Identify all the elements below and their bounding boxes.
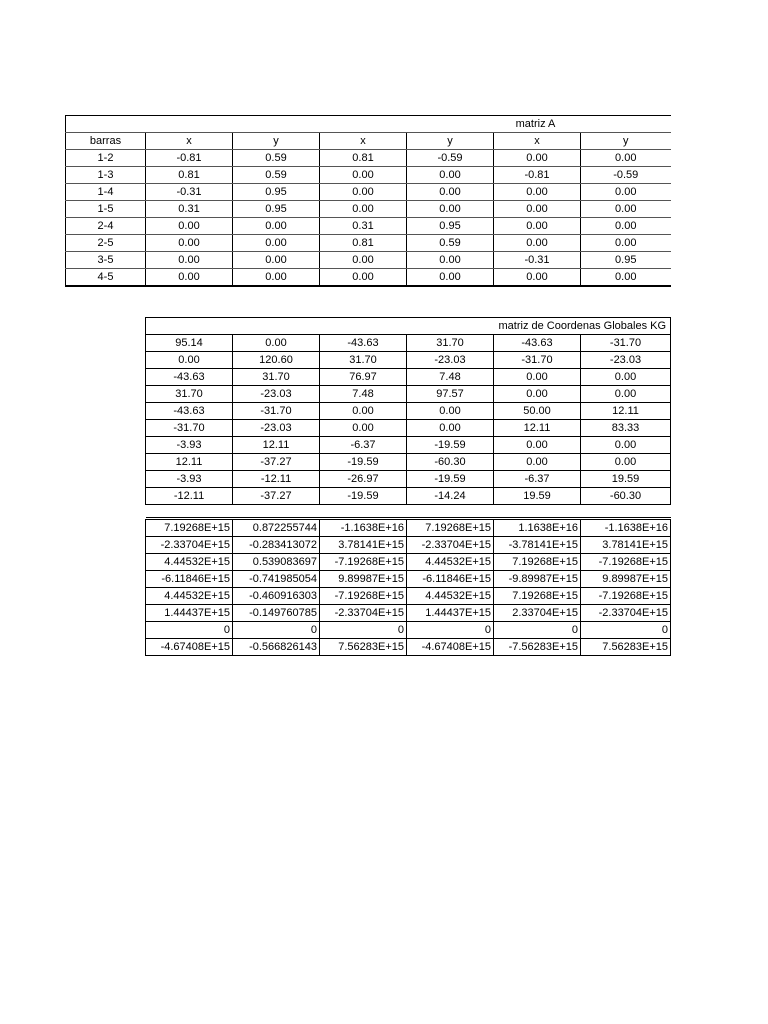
matrix-result-cell: -6.11846E+15 — [146, 571, 233, 588]
matrix-a-bar-label: 1-2 — [66, 150, 146, 167]
matrix-result-cell: -7.19268E+15 — [320, 554, 407, 571]
matrix-a-cell: 0.00 — [494, 269, 581, 287]
matrix-kg-cell: -12.11 — [233, 471, 320, 488]
matrix-kg-cell: 0.00 — [581, 369, 671, 386]
matrix-a-cell: -0.31 — [146, 184, 233, 201]
matrix-result-row — [146, 622, 671, 639]
matrix-a-cell: 0.00 — [494, 235, 581, 252]
matrix-kg-cell: -6.37 — [320, 437, 407, 454]
matrix-result-cell: 0 — [581, 622, 671, 639]
matrix-kg-cell: 120.60 — [233, 352, 320, 369]
matrix-a-row — [66, 218, 671, 235]
matrix-result-cell: 1.44437E+15 — [146, 605, 233, 622]
matrix-a-title-row — [66, 116, 671, 133]
matrix-a-cell: 0.00 — [494, 218, 581, 235]
matrix-a-cell: 0.00 — [581, 218, 671, 235]
matrix-kg-cell: -43.63 — [146, 403, 233, 420]
matrix-kg-cell: 0.00 — [233, 335, 320, 352]
matrix-result-cell: 0 — [320, 622, 407, 639]
matrix-kg-cell: -31.70 — [581, 335, 671, 352]
matrix-a-cell: 0.00 — [581, 269, 671, 287]
matrix-a-header-cell: y — [581, 133, 671, 150]
matrix-kg-cell: -43.63 — [494, 335, 581, 352]
matrix-a-cell: 0.95 — [407, 218, 494, 235]
matrix-a-cell: 0.00 — [320, 201, 407, 218]
matrix-result-cell: 7.19268E+15 — [494, 554, 581, 571]
matrix-kg-cell: -37.27 — [233, 454, 320, 471]
matrix-a-bar-label: 4-5 — [66, 269, 146, 287]
matrix-result-cell: 3.78141E+15 — [320, 537, 407, 554]
matrix-result-cell: 0 — [233, 622, 320, 639]
matrix-a-title-spacer — [581, 116, 671, 133]
matrix-result-cell: 4.44532E+15 — [146, 554, 233, 571]
matrix-a-header-cell: x — [320, 133, 407, 150]
matrix-a-bar-label: 2-5 — [66, 235, 146, 252]
matrix-result-cell: -3.78141E+15 — [494, 537, 581, 554]
matrix-result-cell: -2.33704E+15 — [581, 605, 671, 622]
matrix-a-row — [66, 150, 671, 167]
matrix-kg-title-row — [146, 318, 671, 335]
matrix-a-row — [66, 252, 671, 269]
matrix-result-cell: -4.67408E+15 — [146, 639, 233, 656]
matrix-a-cell: 0.00 — [494, 201, 581, 218]
matrix-result-cell: -0.741985054 — [233, 571, 320, 588]
matrix-kg-row — [146, 488, 671, 505]
matrix-a-cell: 0.00 — [233, 252, 320, 269]
matrix-result-cell: 2.33704E+15 — [494, 605, 581, 622]
matrix-result-cell: 7.19268E+15 — [407, 520, 494, 537]
matrix-a-cell: 0.00 — [581, 150, 671, 167]
matrix-a-header-cell: y — [233, 133, 320, 150]
matrix-kg-cell: -31.70 — [494, 352, 581, 369]
matrix-a-bar-label: 1-4 — [66, 184, 146, 201]
matrix-kg-row — [146, 471, 671, 488]
matrix-a-cell: 0.81 — [146, 167, 233, 184]
matrix-kg-cell: -3.93 — [146, 471, 233, 488]
matrix-a-row — [66, 201, 671, 218]
matrix-a-cell: 0.00 — [320, 167, 407, 184]
matrix-a-title-spacer — [66, 116, 494, 133]
matrix-result-row — [146, 520, 671, 537]
matrix-a-cell: 0.00 — [407, 252, 494, 269]
matrix-result-row — [146, 554, 671, 571]
matrix-result-cell: 0 — [407, 622, 494, 639]
matrix-a-cell: 0.00 — [146, 235, 233, 252]
matrix-result-cell: 1.1638E+16 — [494, 520, 581, 537]
matrix-kg-cell: 83.33 — [581, 420, 671, 437]
matrix-kg-table — [145, 317, 671, 505]
matrix-a-cell: 0.31 — [320, 218, 407, 235]
matrix-result-cell: -9.89987E+15 — [494, 571, 581, 588]
matrix-kg-caption: matriz de Coordenas Globales KG — [146, 318, 671, 335]
matrix-a-cell: 0.00 — [407, 269, 494, 287]
matrix-kg-cell: 0.00 — [494, 369, 581, 386]
matrix-a-cell: 0.00 — [320, 252, 407, 269]
matrix-a-cell: -0.31 — [494, 252, 581, 269]
matrix-kg-cell: 31.70 — [233, 369, 320, 386]
matrix-result-cell: -7.56283E+15 — [494, 639, 581, 656]
matrix-a-cell: -0.81 — [494, 167, 581, 184]
matrix-kg-cell: 0.00 — [581, 386, 671, 403]
matrix-kg-cell: 0.00 — [146, 352, 233, 369]
matrix-result-cell: 7.56283E+15 — [581, 639, 671, 656]
matrix-kg-row — [146, 386, 671, 403]
matrix-kg-cell: 31.70 — [320, 352, 407, 369]
matrix-a-cell: 0.00 — [146, 269, 233, 287]
matrix-kg-cell: -19.59 — [407, 471, 494, 488]
matrix-a-cell: 0.81 — [320, 235, 407, 252]
matrix-a-header-cell: y — [407, 133, 494, 150]
matrix-kg-cell: 0.00 — [320, 403, 407, 420]
matrix-kg-cell: 7.48 — [320, 386, 407, 403]
matrix-result-cell: 0.872255744 — [233, 520, 320, 537]
matrix-a-cell: 0.00 — [146, 252, 233, 269]
matrix-a-cell: 0.95 — [233, 201, 320, 218]
matrix-a-cell: 0.31 — [146, 201, 233, 218]
matrix-a-bar-label: 1-5 — [66, 201, 146, 218]
matrix-kg-cell: 95.14 — [146, 335, 233, 352]
matrix-kg-cell: 12.11 — [581, 403, 671, 420]
matrix-a-cell: 0.00 — [407, 201, 494, 218]
matrix-a-cell: -0.59 — [407, 150, 494, 167]
matrix-kg-cell: 97.57 — [407, 386, 494, 403]
matrix-result-cell: -1.1638E+16 — [581, 520, 671, 537]
matrix-a-cell: 0.00 — [581, 184, 671, 201]
matrix-a-cell: 0.00 — [320, 184, 407, 201]
matrix-a-cell: 0.00 — [233, 235, 320, 252]
matrix-kg-cell: 7.48 — [407, 369, 494, 386]
matrix-a-cell: 0.95 — [581, 252, 671, 269]
matrix-kg-cell: 0.00 — [494, 437, 581, 454]
matrix-result-cell: 4.44532E+15 — [407, 588, 494, 605]
matrix-result-cell: -2.33704E+15 — [146, 537, 233, 554]
matrix-kg-cell: -19.59 — [320, 488, 407, 505]
matrix-result-cell: 0.539083697 — [233, 554, 320, 571]
matrix-a-table — [65, 115, 671, 287]
matrix-result-cell: 7.19268E+15 — [146, 520, 233, 537]
matrix-kg-row — [146, 403, 671, 420]
matrix-kg-cell: -23.03 — [581, 352, 671, 369]
matrix-result-cell: -1.1638E+16 — [320, 520, 407, 537]
matrix-kg-cell: -26.97 — [320, 471, 407, 488]
matrix-result-cell: -0.283413072 — [233, 537, 320, 554]
matrix-result-table — [145, 517, 671, 656]
matrix-a-cell: 0.00 — [494, 184, 581, 201]
matrix-result-row — [146, 639, 671, 656]
matrix-result-cell: -6.11846E+15 — [407, 571, 494, 588]
matrix-a-cell: 0.59 — [233, 167, 320, 184]
matrix-a-cell: 0.00 — [320, 269, 407, 287]
matrix-result-cell: -0.149760785 — [233, 605, 320, 622]
matrix-result-row — [146, 588, 671, 605]
matrix-a-cell: 0.00 — [233, 269, 320, 287]
matrix-result-cell: -0.460916303 — [233, 588, 320, 605]
matrix-result-cell: -0.566826143 — [233, 639, 320, 656]
matrix-result-cell: -7.19268E+15 — [581, 588, 671, 605]
matrix-result-cell: 0 — [494, 622, 581, 639]
matrix-kg-cell: 0.00 — [494, 454, 581, 471]
matrix-kg-cell: 0.00 — [581, 454, 671, 471]
matrix-a-cell: -0.81 — [146, 150, 233, 167]
matrix-a-row — [66, 167, 671, 184]
matrix-kg-cell: -60.30 — [407, 454, 494, 471]
matrix-a-row — [66, 235, 671, 252]
matrix-a-bar-label: 1-3 — [66, 167, 146, 184]
matrix-kg-cell: -19.59 — [407, 437, 494, 454]
matrix-kg-cell: -37.27 — [233, 488, 320, 505]
matrix-result-cell: 1.44437E+15 — [407, 605, 494, 622]
matrix-a-cell: 0.00 — [146, 218, 233, 235]
matrix-a-cell: 0.00 — [407, 167, 494, 184]
matrix-a-cell: 0.00 — [233, 218, 320, 235]
matrix-a-row — [66, 184, 671, 201]
matrix-a-row — [66, 269, 671, 287]
matrix-result-cell: 7.19268E+15 — [494, 588, 581, 605]
matrix-kg-cell: -12.11 — [146, 488, 233, 505]
matrix-result-cell: 9.89987E+15 — [320, 571, 407, 588]
matrix-a-cell: 0.59 — [233, 150, 320, 167]
matrix-a-header-cell: x — [146, 133, 233, 150]
matrix-kg-cell: 19.59 — [494, 488, 581, 505]
matrix-kg-cell: -43.63 — [146, 369, 233, 386]
matrix-result-cell: 7.56283E+15 — [320, 639, 407, 656]
matrix-a-cell: 0.00 — [581, 201, 671, 218]
matrix-a-caption: matriz A — [494, 116, 581, 133]
matrix-result-cell: -7.19268E+15 — [320, 588, 407, 605]
matrix-a-cell: 0.81 — [320, 150, 407, 167]
matrix-a-cell: 0.00 — [581, 235, 671, 252]
matrix-kg-row — [146, 352, 671, 369]
matrix-a-cell: 0.95 — [233, 184, 320, 201]
matrix-a-bar-label: 3-5 — [66, 252, 146, 269]
matrix-result-row — [146, 605, 671, 622]
matrix-kg-row — [146, 420, 671, 437]
matrix-result-cell: -7.19268E+15 — [581, 554, 671, 571]
matrix-kg-cell: 31.70 — [407, 335, 494, 352]
matrix-kg-cell: -60.30 — [581, 488, 671, 505]
matrix-kg-cell: -43.63 — [320, 335, 407, 352]
matrix-kg-cell: 19.59 — [581, 471, 671, 488]
matrix-a-cell: 0.00 — [494, 150, 581, 167]
matrix-result-cell: 9.89987E+15 — [581, 571, 671, 588]
matrix-kg-cell: 12.11 — [494, 420, 581, 437]
matrix-kg-cell: 12.11 — [146, 454, 233, 471]
matrix-a-cell: 0.00 — [407, 184, 494, 201]
matrix-kg-cell: -19.59 — [320, 454, 407, 471]
matrix-kg-cell: 76.97 — [320, 369, 407, 386]
matrix-kg-row — [146, 369, 671, 386]
matrix-a-cell: 0.59 — [407, 235, 494, 252]
matrix-a-cell: -0.59 — [581, 167, 671, 184]
matrix-kg-cell: -23.03 — [407, 352, 494, 369]
matrix-result-cell: -4.67408E+15 — [407, 639, 494, 656]
matrix-result-cell: 4.44532E+15 — [146, 588, 233, 605]
matrix-kg-cell: -14.24 — [407, 488, 494, 505]
matrix-kg-cell: -31.70 — [233, 403, 320, 420]
matrix-kg-cell: -3.93 — [146, 437, 233, 454]
matrix-kg-cell: 0.00 — [494, 386, 581, 403]
matrix-kg-cell: 0.00 — [407, 403, 494, 420]
matrix-kg-cell: 0.00 — [407, 420, 494, 437]
matrix-a-header-cell: barras — [66, 133, 146, 150]
matrix-a-header-row — [66, 133, 671, 150]
matrix-result-row — [146, 571, 671, 588]
matrix-kg-row — [146, 454, 671, 471]
matrix-kg-cell: -6.37 — [494, 471, 581, 488]
matrix-kg-cell: 31.70 — [146, 386, 233, 403]
matrix-kg-cell: 0.00 — [320, 420, 407, 437]
matrix-result-cell: 3.78141E+15 — [581, 537, 671, 554]
matrix-result-cell: -2.33704E+15 — [407, 537, 494, 554]
matrix-kg-cell: -23.03 — [233, 386, 320, 403]
matrix-kg-row — [146, 335, 671, 352]
matrix-kg-row — [146, 437, 671, 454]
matrix-result-cell: 0 — [146, 622, 233, 639]
matrix-a-bar-label: 2-4 — [66, 218, 146, 235]
matrix-kg-cell: 0.00 — [581, 437, 671, 454]
matrix-result-cell: 4.44532E+15 — [407, 554, 494, 571]
matrix-result-cell: -2.33704E+15 — [320, 605, 407, 622]
matrix-kg-cell: -23.03 — [233, 420, 320, 437]
matrix-kg-cell: 12.11 — [233, 437, 320, 454]
matrix-result-row — [146, 537, 671, 554]
matrix-a-header-cell: x — [494, 133, 581, 150]
matrix-kg-cell: -31.70 — [146, 420, 233, 437]
matrix-kg-cell: 50.00 — [494, 403, 581, 420]
